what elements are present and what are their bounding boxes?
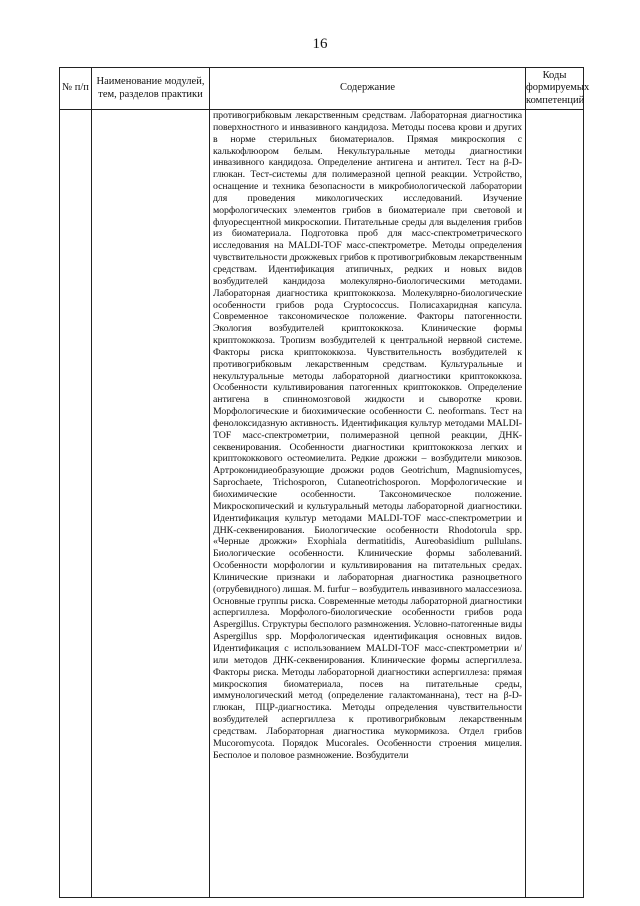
curriculum-table [59, 67, 590, 898]
header-number: № п/п [60, 68, 92, 110]
table-row [60, 110, 584, 898]
content-text: противогрибковым лекарственным средствам. Лабораторная диагностика поверхностного и инвазивного кандидоза. Методы посева крови и других в норме стерильных биоматериалов. Прямая микроскопия с калькофлюором белым. Некультуральные методы диагностики инвазивного кандидоза. Определение антигена и антител. Тест на β-D-глюкан. Тест-системы для полимеразной цепной реакции. Устройство, оснащение и техника безопасности в микробиологической лаборатории для проведения микологических исследований. Изучение морфологических элементов грибов в биоматериале при световой и флуоресцентной микроскопии. Питательные среды для выделения грибов из биоматериала. Подготовка проб для масс-спектрометрического исследования на MALDI-TOF масс-спектрометре. Методы определения чувствительности дрожжевых грибов к противогрибковым лекарственным средствам. Идентификация атипичных, редких и новых видов возбудителей кандидоза молекулярно-биологическими методами. Лабораторная диагностика криптококкоза. Молекулярно-биологические особенности грибов рода Cryptococcus. Полисахаридная капсула. Современное таксономическое положение. Факторы патогенности. Экология возбудителей криптококкоза. Клинические формы криптококкоза. Тропизм возбудителей к центральной нервной системе. Факторы риска криптококкоза. Чувствительность возбудителей к противогрибковым лекарственным средствам. Культуральные и некультуральные методы лабораторной диагностики криптококкоза. Особенности культивирования патогенных криптококков. Определение антигена в спинномозговой жидкости и сыворотке крови. Морфологические и биохимические особенности C. neoformans. Тест на фенолоксидазную активность. Идентификация культур методами MALDI-TOF масс-спектрометрии, полимеразной цепной реакции, ДНК-секвенирования. Особенности диагностики криптококкоза легких и криптококкового остеомиелита. Редкие дрожжи – возбудители микозов. Артроконидиеобразующие дрожжи родов Geotrichum, Magnusiomyces, Saprochaete, Trichosporon, Cutaneotrichosporon. Морфологические и биохимические особенности. Таксономическое положение. Микроскопический и культуральный методы лабораторной диагностики. Идентификация культур методами MALDI-TOF масс-спектрометрии и ДНК-секвенирования. Биологические особенности Rhodotorula spp. «Черные дрожжи» Exophiala dermatitidis, Aureobasidium pullulans. Биологические особенности. Клинические формы заболеваний. Особенности морфологии и культивирования на питательных средах. Клинические признаки и лабораторная диагностика разноцветного (отрубевидного) лишая. M. furfur – возбудитель инвазивного малассезиоза. Основные группы риска. Современные методы лабораторной диагностики аспергиллеза. Морфолого-биологические особенности грибов рода Aspergillus. Структуры бесполого размножения. Условно-патогенные виды Aspergillus spp. Морфологическая идентификация основных видов. Идентификация с использованием MALDI-TOF масс-спектрометрии и/или методов ДНК-секвенирования. Клинические формы аспергиллеза. Факторы риска. Методы лабораторной диагностики аспергиллеза: прямая микроскопия биоматериала, посев на питательные среды, иммунологический метод (определение галактоманнана), тест на β-D-глюкан, ПЦР-диагностика. Методы определения чувствительности возбудителей аспергиллеза к противогрибковым лекарственным средствам. Лабораторная диагностика мукормикоза. Отдел грибов Mucoromycota. Порядок Mucorales. Особенности строения мицелия. Бесполое и половое размножение. Возбудители [213, 110, 522, 761]
header-module: Наименование модулей, тем, разделов практики [92, 68, 210, 110]
row-content-cell [210, 110, 526, 898]
header-content: Содержание [210, 68, 526, 110]
row-number-cell [60, 110, 92, 898]
row-module-cell [92, 110, 210, 898]
header-codes: Коды формируемых компетенций [526, 68, 584, 110]
row-codes-cell [526, 110, 584, 898]
page-number: 16 [312, 36, 328, 52]
table-header-row [60, 68, 584, 110]
